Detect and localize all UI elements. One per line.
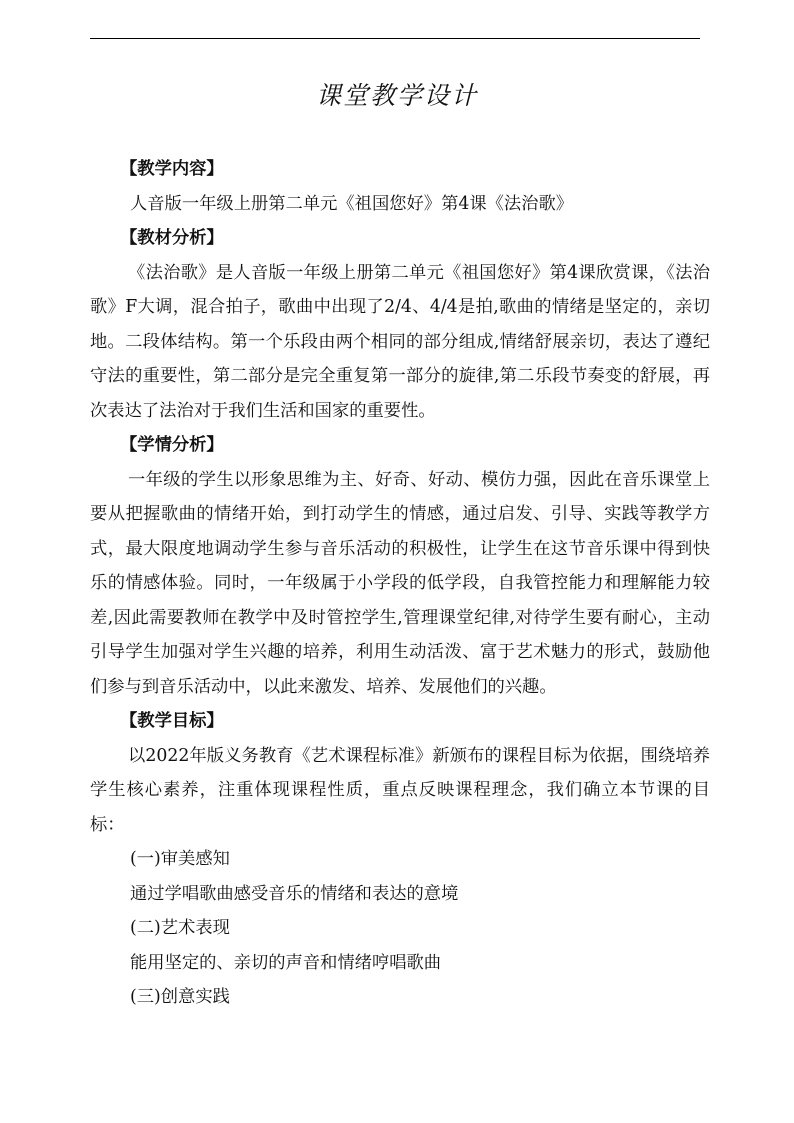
section-heading-goals: 【教学目标】 [120, 711, 224, 731]
goal-text-1: 通过学唱歌曲感受音乐的情绪和表达的意境 [130, 883, 459, 904]
goal-label-3: (三)创意实践 [130, 987, 230, 1007]
document-body [90, 152, 710, 1015]
goal-label-2: (二)艺术表现 [130, 918, 230, 938]
page-title: 课堂教学设计 [315, 81, 478, 110]
content-text: 人音版一年级上册第二单元《祖国您好》第4课《法治歌》 [130, 193, 574, 214]
section-heading-material: 【教材分析】 [120, 228, 224, 248]
section-heading-content: 【教学内容】 [120, 159, 224, 179]
student-analysis-text: 一年级的学生以形象思维为主、好奇、好动、模仿力强，因此在音乐课堂上要从把握歌曲的情绪开始，到打动学生的情感，通过启发、引导、实践等教学方式，最大限度地调动学生参与音乐活动的积极性，让学生在这节音乐课中得到快乐的情感体验。同时，一年级属于小学段的低学段，自我管控能力和理解能力较差,因此需要教师在教学中及时管控学生,管理课堂纪律,对待学生要有耐心，主动引导学生加强对学生兴趣的培养，利用生动活泼、富于艺术魅力的形式，鼓励他们参与到音乐活动中，以此来激发、培养、发展他们的兴趣。 [90, 469, 710, 697]
section-heading-students: 【学情分析】 [120, 435, 224, 455]
goal-label-1: (一)审美感知 [130, 849, 230, 869]
goal-text-2: 能用坚定的、亲切的声音和情绪哼唱歌曲 [130, 952, 442, 973]
material-analysis-text: 《法治歌》是人音版一年级上册第二单元《祖国您好》第4课欣赏课，《法治歌》F大调，混合拍子，歌曲中出现了2/4、4/4是拍,歌曲的情绪是坚定的，亲切地。二段体结构。第一个乐段由两个相同的部分组成,情绪舒展亲切，表达了遵纪守法的重要性，第二部分是完全重复第一部分的旋律,第二乐段节奏变的舒展，再次表达了法治对于我们生活和国家的重要性。 [90, 262, 710, 421]
goals-intro-text: 以2022年版义务教育《艺术课程标准》新颁布的课程目标为依据，围绕培养学生核心素养，注重体现课程性质，重点反映课程理念，我们确立本节课的目标： [90, 745, 710, 835]
header-rule [90, 38, 700, 39]
